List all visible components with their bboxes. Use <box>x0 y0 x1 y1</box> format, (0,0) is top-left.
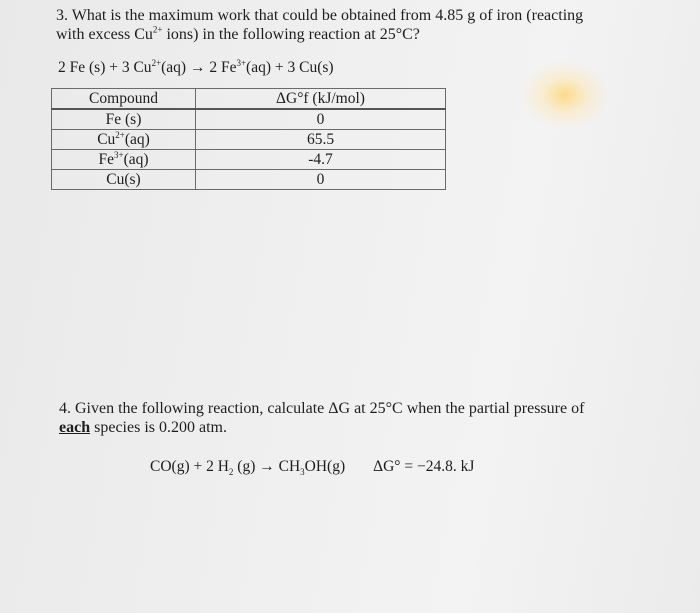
table-row <box>52 170 446 190</box>
q4-line1: 4. Given the following reaction, calculate ΔG at 25°C when the partial pressure of <box>59 400 585 417</box>
q3-text-c: with excess Cu <box>56 26 153 43</box>
q3-ion-charge: 2+ <box>152 24 163 35</box>
light-glare <box>520 60 610 130</box>
compound-state: (aq) <box>124 130 150 148</box>
table-row <box>52 109 446 130</box>
q3-text-a: 3. What is the maximum work that could be obtained from <box>56 7 436 24</box>
compound-name: Fe <box>98 150 114 168</box>
eq2-delta-g: ΔG° = −24.8. kJ <box>373 458 475 475</box>
eq2-ch3-subscript: 3 <box>300 467 305 478</box>
value-cell: 0 <box>196 170 446 190</box>
question-3-text <box>56 6 676 44</box>
eq1-part1: 2 Fe (s) + 3 Cu <box>58 59 152 76</box>
q3-reaction-equation <box>58 59 334 77</box>
thermo-data-table <box>51 88 446 190</box>
value-cell: 65.5 <box>196 130 446 150</box>
eq1-charge-cu: 2+ <box>151 57 162 68</box>
table-row <box>52 150 446 170</box>
compound-cell <box>52 150 196 170</box>
compound-name: Cu <box>97 130 116 148</box>
col-header-compound: Compound <box>52 89 196 110</box>
eq2-part2: (g) → CH <box>233 458 301 475</box>
eq1-part2: (aq) → 2 Fe <box>161 59 237 76</box>
eq1-charge-fe: 3+ <box>236 57 247 68</box>
q3-text-b: g of iron (reacting <box>463 7 584 24</box>
col-header-dgf: ΔG°f (kJ/mol) <box>196 89 446 110</box>
eq2-part3: OH(g) <box>304 458 346 475</box>
compound-cell <box>52 109 196 130</box>
q4-each-emphasis: each <box>59 419 91 436</box>
question-4-text <box>59 399 659 437</box>
compound-cell <box>52 130 196 150</box>
compound-name: Fe (s) <box>105 110 142 128</box>
eq2-h2-subscript: 2 <box>228 467 234 478</box>
eq1-part3: (aq) + 3 Cu(s) <box>246 59 334 76</box>
table-row <box>52 130 446 150</box>
compound-charge: 2+ <box>115 129 125 140</box>
q4-reaction-equation <box>150 458 474 476</box>
compound-charge: 3+ <box>113 149 124 160</box>
value-cell: 0 <box>196 109 446 130</box>
compound-cell <box>52 170 196 190</box>
value-cell: -4.7 <box>196 150 446 170</box>
table-header-row <box>52 89 446 110</box>
q3-text-d: ions) in the following reaction at 25°C? <box>162 26 420 43</box>
q4-line2: species is 0.200 atm. <box>90 419 227 436</box>
eq2-part1: CO(g) + 2 H <box>150 458 229 475</box>
q3-mass: 4.85 <box>435 7 464 24</box>
compound-state: (aq) <box>123 150 149 168</box>
compound-name: Cu(s) <box>106 170 141 188</box>
